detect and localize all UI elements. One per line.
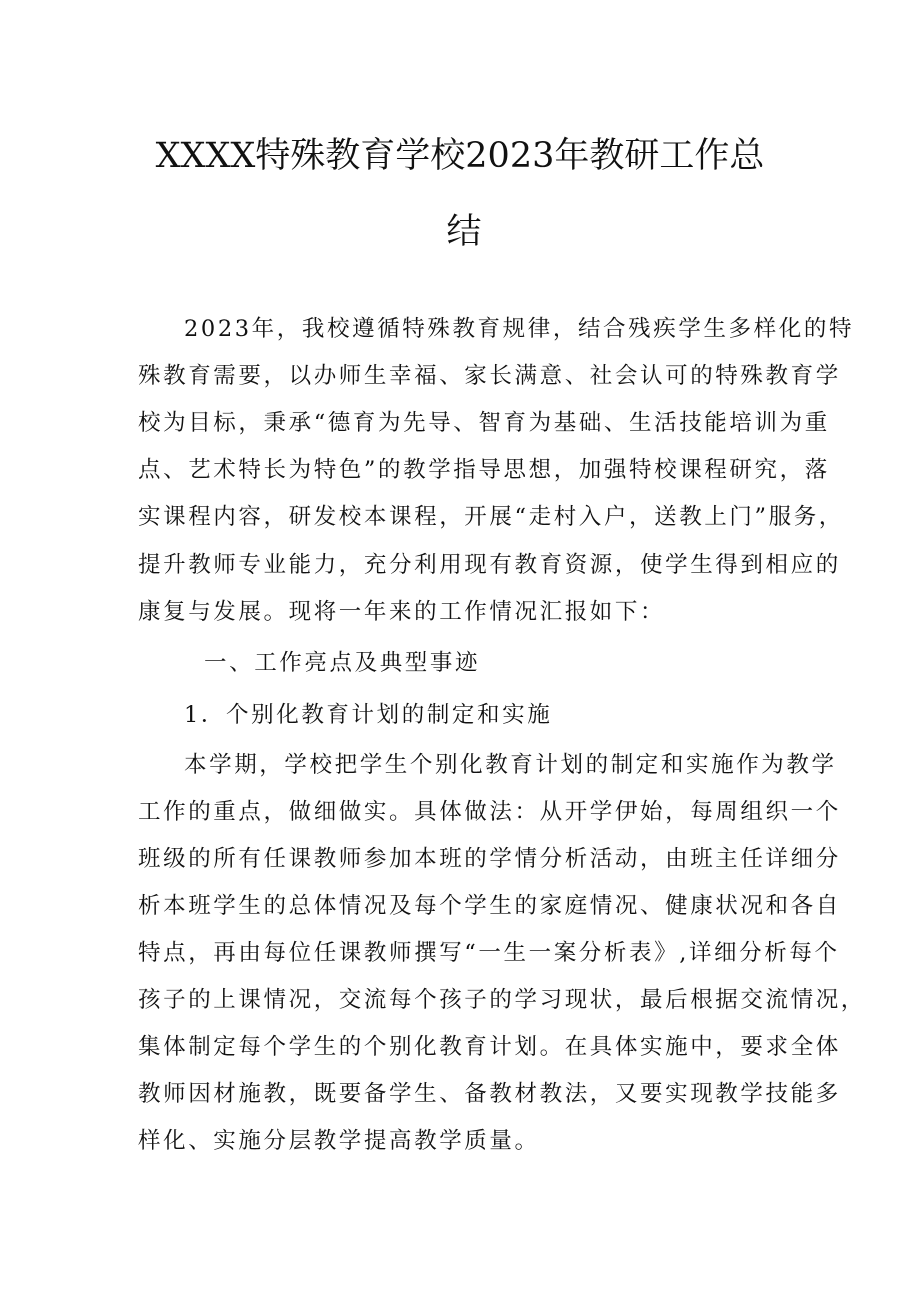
section-heading-1: 一、工作亮点及典型事迹 — [204, 650, 481, 676]
paragraph-2-line-4: 析本班学生的总体情况及每个学生的家庭情况、健康状况和各自 — [138, 893, 841, 919]
paragraph-2-line-1: 本学期，学校把学生个别化教育计划的制定和实施作为教学 — [184, 752, 837, 778]
paragraph-2-line-7: 集体制定每个学生的个别化教育计划。在具体实施中，要求全体 — [138, 1034, 841, 1060]
paragraph-2-line-3: 班级的所有任课教师参加本班的学情分析活动，由班主任详细分 — [138, 846, 841, 872]
paragraph-1-line-1: 2023年，我校遵循特殊教育规律，结合残疾学生多样化的特 — [184, 316, 855, 342]
paragraph-2-line-2: 工作的重点，做细做实。具体做法：从开学伊始，每周组织一个 — [138, 799, 841, 825]
paragraph-2-line-9: 样化、实施分层教学提高教学质量。 — [138, 1128, 540, 1154]
paragraph-1-line-3: 校为目标，秉承“德育为先导、智育为基础、生活技能培训为重 — [138, 410, 830, 436]
subsection-heading-1: 1．个别化教育计划的制定和实施 — [184, 702, 553, 728]
paragraph-1-line-7: 康复与发展。现将一年来的工作情况汇报如下： — [138, 599, 666, 625]
document-title-line-1: XXXX特殊教育学校2023年教研工作总 — [155, 136, 765, 176]
paragraph-1-line-5: 实课程内容，研发校本课程，开展“走村入户，送教上门”服务， — [138, 504, 844, 530]
paragraph-1-line-2: 殊教育需要，以办师生幸福、家长满意、社会认可的特殊教育学 — [138, 363, 841, 389]
paragraph-2-line-8: 教师因材施教，既要备学生、备教材教法，又要实现教学技能多 — [138, 1081, 841, 1107]
paragraph-2-line-6: 孩子的上课情况，交流每个孩子的学习现状，最后根据交流情况， — [138, 987, 866, 1013]
paragraph-1-line-4: 点、艺术特长为特色”的教学指导思想，加强特校课程研究，落 — [138, 457, 830, 483]
paragraph-2-line-5: 特点，再由每位任课教师撰写“一生一案分析表》,详细分析每个 — [138, 940, 840, 966]
document-title-line-2: 结 — [446, 212, 482, 252]
paragraph-1-line-6: 提升教师专业能力，充分利用现有教育资源，使学生得到相应的 — [138, 552, 841, 578]
